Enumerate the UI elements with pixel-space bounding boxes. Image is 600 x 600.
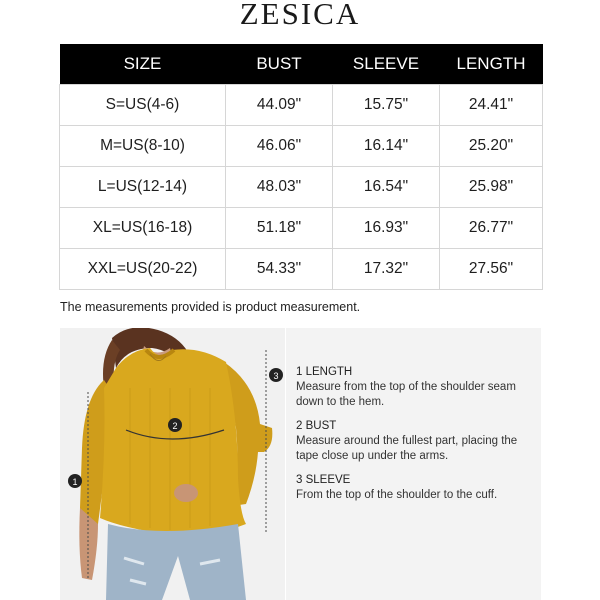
cell-bust: 44.09" [226, 85, 333, 126]
instruction-text: Measure from the top of the shoulder seam down to the hem. [296, 381, 516, 408]
cell-sleeve: 16.93" [333, 208, 440, 249]
cell-sleeve: 15.75" [333, 85, 440, 126]
table-header-row [60, 44, 543, 85]
model-photo [60, 328, 285, 600]
instruction-bust [296, 420, 536, 463]
table-row [60, 85, 543, 126]
header-sleeve: SLEEVE [333, 44, 440, 85]
cell-size: L=US(12-14) [60, 167, 226, 208]
header-bust: BUST [226, 44, 333, 85]
cell-size: M=US(8-10) [60, 126, 226, 167]
instruction-title: 3 SLEEVE [296, 474, 351, 486]
cell-length: 24.41" [440, 85, 543, 126]
marker-3-label: 3 [273, 371, 279, 381]
cell-length: 25.20" [440, 126, 543, 167]
cell-bust: 51.18" [226, 208, 333, 249]
instruction-title: 2 BUST [296, 420, 337, 432]
size-chart-table [59, 44, 543, 290]
cell-sleeve: 16.54" [333, 167, 440, 208]
table-row [60, 167, 543, 208]
marker-1-label: 1 [72, 477, 78, 487]
instruction-text: From the top of the shoulder to the cuff. [296, 489, 498, 501]
header-length: LENGTH [440, 44, 543, 85]
marker-2-label: 2 [172, 421, 178, 431]
cell-sleeve: 17.32" [333, 249, 440, 290]
cell-sleeve: 16.14" [333, 126, 440, 167]
instruction-length [296, 366, 536, 409]
cell-size: S=US(4-6) [60, 85, 226, 126]
measurement-note: The measurements provided is product measurement. [60, 300, 361, 314]
instruction-text: Measure around the fullest part, placing the tape close up under the arms. [296, 435, 518, 462]
measurement-instructions [286, 328, 541, 600]
marker-3 [269, 368, 283, 382]
brand-logo: ZESICA [239, 0, 361, 31]
cell-length: 25.98" [440, 167, 543, 208]
cell-bust: 48.03" [226, 167, 333, 208]
model-illustration [60, 328, 285, 600]
cell-bust: 54.33" [226, 249, 333, 290]
cell-length: 27.56" [440, 249, 543, 290]
instruction-title: 1 LENGTH [296, 366, 353, 378]
table-row [60, 249, 543, 290]
table-row [60, 208, 543, 249]
cell-size: XL=US(16-18) [60, 208, 226, 249]
header-size: SIZE [60, 44, 226, 85]
table-row [60, 126, 543, 167]
marker-2 [168, 418, 182, 432]
cell-size: XXL=US(20-22) [60, 249, 226, 290]
cell-bust: 46.06" [226, 126, 333, 167]
cell-length: 26.77" [440, 208, 543, 249]
instruction-sleeve [296, 474, 536, 503]
marker-1 [68, 474, 82, 488]
